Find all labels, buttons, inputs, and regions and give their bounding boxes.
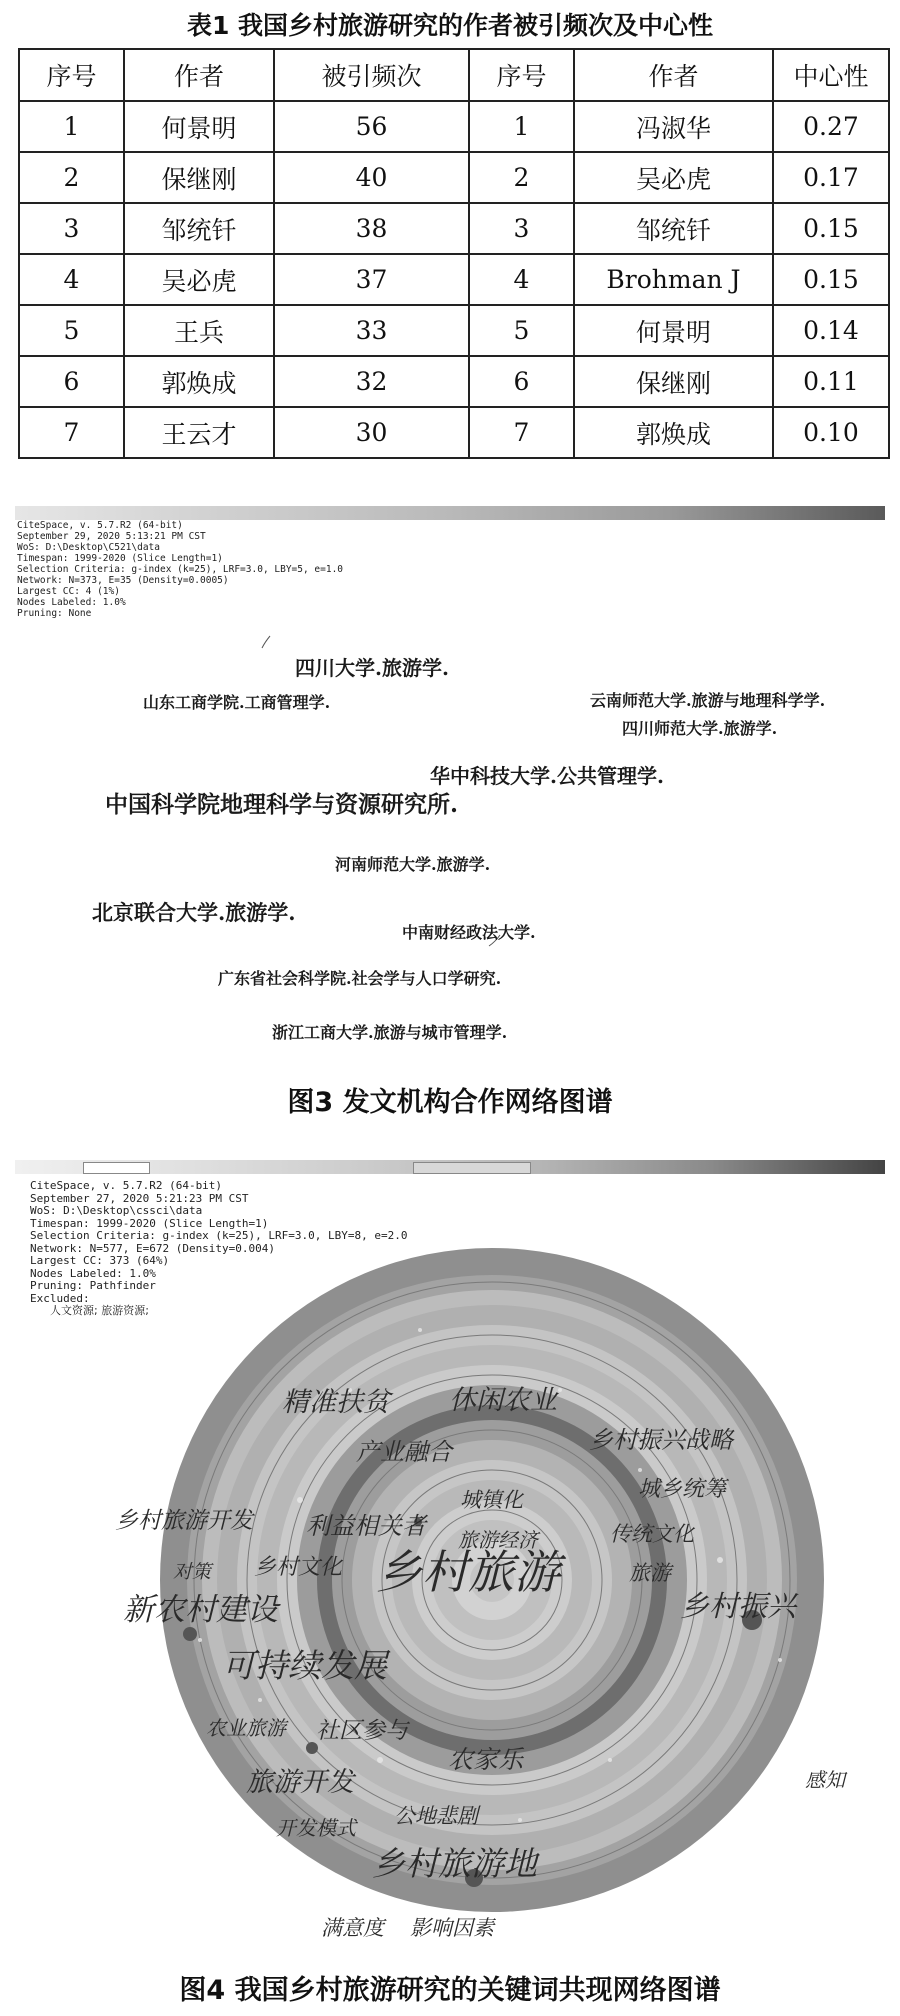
cell-author: 邹统钎 (124, 203, 274, 254)
cell-citations: 38 (274, 203, 469, 254)
keyword-label: 乡村旅游 (376, 1545, 560, 1599)
keyword-label: 农业旅游 (206, 1716, 286, 1740)
figure3-caption: 图3 发文机构合作网络图谱 (287, 1087, 613, 1118)
meta-line: Excluded: (30, 1291, 90, 1305)
meta-line: WoS: D:\Desktop\cssci\data (30, 1204, 203, 1217)
cell-author-2: 吴必虎 (574, 152, 773, 203)
meta-line: Network: N=577, E=672 (Density=0.004) (30, 1241, 276, 1255)
meta-line: Selection Criteria: g-index (k=25), LRF=3.0, LBY=5, e=1.0 (17, 564, 344, 575)
meta-line: Network: N=373, E=35 (Density=0.0005) (17, 575, 229, 586)
keyword-label: 公地悲剧 (394, 1804, 478, 1828)
header-rank: 序号 (19, 49, 124, 101)
keyword-label: 城镇化 (460, 1488, 523, 1512)
meta-line: Selection Criteria: g-index (k=25), LRF=3.0, LBY=8, e=2.0 (30, 1229, 408, 1242)
keyword-label: 旅游经济 (458, 1528, 538, 1552)
cell-rank-2: 2 (469, 152, 574, 203)
cell-centrality: 0.10 (773, 407, 889, 458)
cell-rank: 3 (19, 203, 124, 254)
meta-line: Largest CC: 373 (64%) (30, 1254, 170, 1267)
cell-citations: 30 (274, 407, 469, 458)
cell-rank-2: 5 (469, 305, 574, 356)
institution-label: 北京联合大学.旅游学. (92, 900, 296, 925)
institution-label: 中南财经政法大学. (402, 923, 536, 942)
meta-line: Nodes Labeled: 1.0% (17, 597, 126, 608)
header-rank-2: 序号 (469, 49, 574, 101)
cell-author: 何景明 (124, 101, 274, 152)
meta-line: Timespan: 1999-2020 (Slice Length=1) (30, 1216, 269, 1230)
keyword-label: 可持续发展 (222, 1646, 387, 1685)
meta-line: Largest CC: 4 (1%) (17, 586, 120, 597)
cell-rank-2: 3 (469, 203, 574, 254)
keyword-label: 乡村旅游开发 (115, 1508, 253, 1534)
cell-citations: 33 (274, 305, 469, 356)
keyword-label: 农家乐 (448, 1745, 524, 1774)
header-centrality: 中心性 (773, 49, 889, 101)
cell-author-2: 邹统钎 (574, 203, 773, 254)
meta-line: WoS: D:\Desktop\C521\data (17, 542, 160, 553)
cell-citations: 32 (274, 356, 469, 407)
cell-rank-2: 1 (469, 101, 574, 152)
meta-line: CiteSpace, v. 5.7.R2 (64-bit) (17, 520, 183, 531)
cell-centrality: 0.15 (773, 254, 889, 305)
keyword-label: 休闲农业 (449, 1385, 557, 1416)
citespace-meta (30, 1180, 408, 1318)
figure4-caption: 图4 我国乡村旅游研究的关键词共现网络图谱 (179, 1975, 721, 2006)
keyword-label: 产业融合 (356, 1438, 452, 1466)
cell-author-2: 冯淑华 (574, 101, 773, 152)
keyword-label: 对策 (173, 1561, 212, 1583)
meta-line: Timespan: 1999-2020 (Slice Length=1) (17, 553, 223, 564)
cell-rank: 5 (19, 305, 124, 356)
institution-label: 华中科技大学.公共管理学. (430, 764, 664, 788)
institution-label: 中国科学院地理科学与资源研究所. (105, 791, 459, 818)
cell-citations: 56 (274, 101, 469, 152)
keyword-label: 利益相关者 (306, 1512, 426, 1540)
meta-line: Pruning: Pathfinder (30, 1279, 156, 1292)
keyword-label: 影响因素 (410, 1916, 494, 1940)
keyword-label: 旅游 (629, 1561, 671, 1585)
cell-centrality: 0.27 (773, 101, 889, 152)
cell-rank-2: 7 (469, 407, 574, 458)
keyword-label: 乡村振兴 (680, 1589, 797, 1623)
institution-label: 浙江工商大学.旅游与城市管理学. (272, 1023, 508, 1042)
cell-author: 保继刚 (124, 152, 274, 203)
meta-line: September 27, 2020 5:21:23 PM CST (30, 1191, 249, 1205)
keyword-label: 旅游开发 (246, 1767, 354, 1798)
keyword-label: 乡村振兴战略 (589, 1426, 733, 1454)
keyword-label: 传统文化 (610, 1522, 694, 1546)
cell-rank: 7 (19, 407, 124, 458)
keyword-label: 满意度 (321, 1916, 384, 1940)
cell-author: 王兵 (124, 305, 274, 356)
cell-author: 王云才 (124, 407, 274, 458)
cell-rank-2: 6 (469, 356, 574, 407)
cell-rank: 1 (19, 101, 124, 152)
meta-line: Nodes Labeled: 1.0% (30, 1266, 156, 1280)
meta-line: September 29, 2020 5:13:21 PM CST (17, 531, 206, 542)
cell-centrality: 0.11 (773, 356, 889, 407)
cell-author: 郭焕成 (124, 356, 274, 407)
keyword-label: 开发模式 (276, 1816, 356, 1840)
keyword-label: 新农村建设 (123, 1592, 278, 1628)
cell-centrality: 0.14 (773, 305, 889, 356)
cell-author-2: 保继刚 (574, 356, 773, 407)
cell-centrality: 0.17 (773, 152, 889, 203)
cell-citations: 40 (274, 152, 469, 203)
keyword-label: 乡村旅游地 (372, 1844, 537, 1883)
meta-line: Pruning: None (17, 608, 92, 619)
keyword-label: 社区参与 (316, 1718, 408, 1744)
header-author: 作者 (124, 49, 274, 101)
cell-rank: 6 (19, 356, 124, 407)
keyword-label: 感知 (805, 1768, 845, 1792)
keyword-label: 城乡统筹 (638, 1477, 727, 1502)
cell-author-2: 何景明 (574, 305, 773, 356)
keyword-label: 精准扶贫 (282, 1387, 390, 1418)
institution-label: 云南师范大学.旅游与地理科学学. (590, 691, 826, 710)
cell-author: 吴必虎 (124, 254, 274, 305)
cell-centrality: 0.15 (773, 203, 889, 254)
institution-label: 山东工商学院.工商管理学. (143, 693, 331, 712)
institution-label: 广东省社会科学院.社会学与人口学研究. (218, 969, 502, 988)
cell-rank-2: 4 (469, 254, 574, 305)
header-author-2: 作者 (574, 49, 773, 101)
keyword-label: 乡村文化 (254, 1555, 343, 1580)
cell-author-2: Brohman J (574, 254, 773, 305)
institution-label: 河南师范大学.旅游学. (335, 855, 491, 874)
cell-author-2: 郭焕成 (574, 407, 773, 458)
table-title: 表1 我国乡村旅游研究的作者被引频次及中心性 (186, 11, 714, 40)
cell-rank: 2 (19, 152, 124, 203)
institution-label: 四川大学.旅游学. (295, 656, 449, 680)
header-citations: 被引频次 (274, 49, 469, 101)
institution-label: 四川师范大学.旅游学. (622, 719, 778, 738)
excluded-terms: 人文资源; 旅游资源; (50, 1304, 149, 1317)
cell-citations: 37 (274, 254, 469, 305)
meta-line: CiteSpace, v. 5.7.R2 (64-bit) (30, 1179, 223, 1192)
cell-rank: 4 (19, 254, 124, 305)
